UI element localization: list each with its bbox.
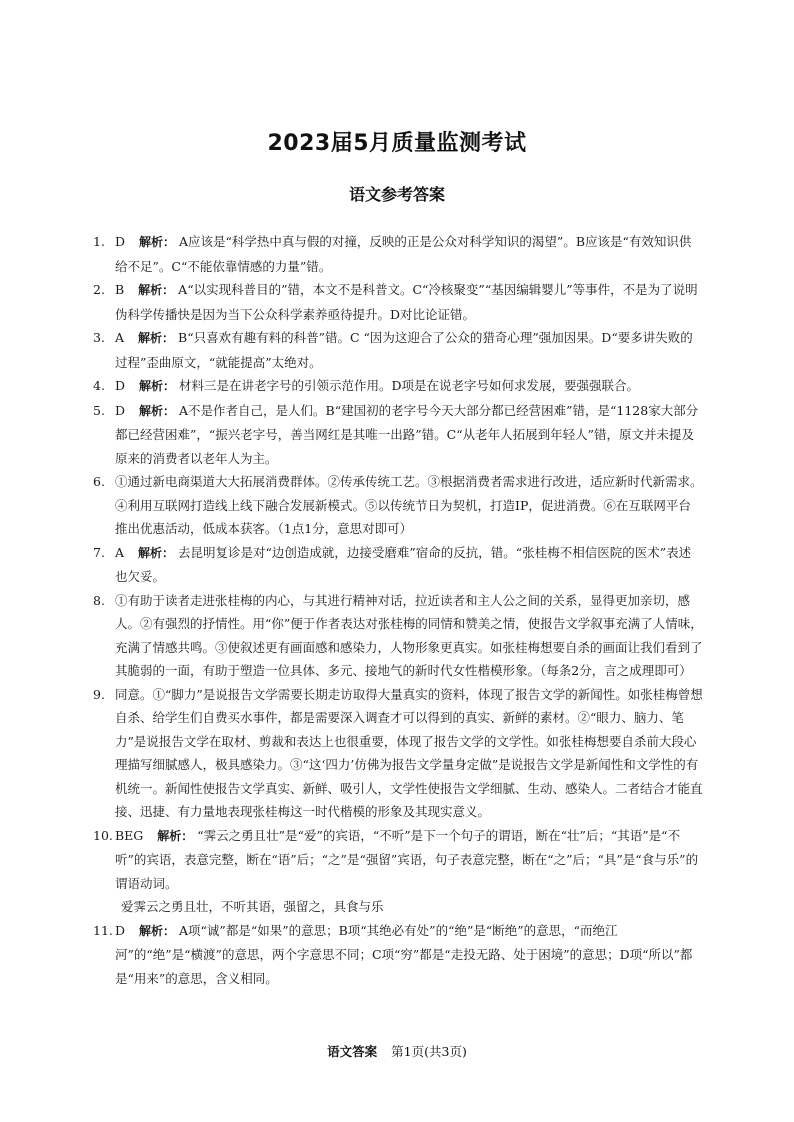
footer-label: 语文答案 <box>327 1044 378 1059</box>
item-answer: D <box>115 922 126 938</box>
item-text: “霁云之勇且壮”是“爱”的宾语，“不听”是下一个句子的谓语，断在“壮”后；“其语”是“不听”的宾语，表意完整，断在“语”后；“之”是“强留”宾语，句子表意完整，断在“之”后；“具”是“食与乐”的谓语动词。 <box>115 827 699 891</box>
item-number: 9. <box>93 686 105 702</box>
item-label: 解析： <box>139 379 176 393</box>
item-label: 解析： <box>138 545 175 560</box>
item-label: 解析： <box>139 235 176 249</box>
item-number: 6. <box>93 474 105 489</box>
answer-item-4 <box>93 374 703 399</box>
answer-item-7 <box>93 541 703 589</box>
item-text: A应该是“科学热中真与假的对撞，反映的正是公众对科学知识的渴望”。B应该是“有效知识供给不足”。C“不能依靠情感的力量”错。 <box>115 234 692 274</box>
page-footer <box>0 1042 794 1060</box>
item-number: 5. <box>93 402 105 418</box>
item-label: 解析： <box>138 283 175 297</box>
item-label: 解析： <box>138 331 175 345</box>
item-text: A“以实现科普目的”错，本文不是科普文。C“冷核聚变”“基因编辑婴儿”等事件，不是为了说明伪科学传播快是因为当下公众科学素养亟待提升。D对比论证错。 <box>115 282 698 322</box>
answer-item-9 <box>93 683 703 824</box>
answer-item-5 <box>93 399 703 471</box>
answer-item-10 <box>93 824 703 919</box>
item-label: 解析： <box>139 923 176 938</box>
item-text: 去昆明复诊是对“边创造成就，边接受磨难”宿命的反抗，错。“张桂梅不相信医院的医术”表述也欠妥。 <box>115 544 692 584</box>
item-text: 材料三是在讲老字号的引领示范作用。D项是在说老字号如何求发展，要强强联合。 <box>179 378 640 393</box>
answer-item-2 <box>93 278 703 326</box>
footer-page-number: 第1页(共3页) <box>391 1044 467 1059</box>
item-number: 7. <box>93 544 105 560</box>
item-number: 8. <box>93 592 105 608</box>
item-label: 解析： <box>139 403 176 418</box>
item-number: 10. <box>93 827 113 843</box>
answer-item-8 <box>93 589 703 683</box>
item-text: ①有助于读者走进张桂梅的内心，与其进行精神对话，拉近读者和主人公之间的关系，显得更加亲切，感人。②有强烈的抒情性。用“你”便于作者表达对张桂梅的同情和赞美之情，使报告文学叙事充满了人情味，充满了情感共鸣。③使叙述更有画面感和感染力，人物形象更真实。如张桂梅想要自杀的画面让我们看到了其脆弱的一面，有助于塑造一位具体、多元、接地气的新时代女性楷模形象。（每条2分，言之成理即可） <box>115 592 703 678</box>
page-title: 2023届5月质量监测考试 <box>267 131 527 156</box>
answer-item-6 <box>93 470 703 541</box>
item-number: 2. <box>93 282 105 297</box>
item-label: 解析： <box>157 828 194 843</box>
item-punctuated-sentence: 爱霁云之勇且壮，不听其语，强留之，具食与乐 <box>121 899 384 914</box>
item-text: A项“诚”都是“如果”的意思；B项“其绝必有处”的“绝”是“断绝”的意思，“而绝江河”的“绝”是“横渡”的意思，两个字意思不同；C项“穷”都是“走投无路、处于困境”的意思；D项“所以”都是“用来”的意思，含义相同。 <box>115 922 693 986</box>
item-answer: B <box>115 282 125 297</box>
item-number: 4. <box>93 378 105 393</box>
page-subtitle: 语文参考答案 <box>348 185 445 204</box>
item-text: B“只喜欢有趣有料的科普”错。C “因为这迎合了公众的猎奇心理”强加因果。D“要多讲失败的过程”歪曲原文，“就能提高”太绝对。 <box>115 330 693 370</box>
item-answer: D <box>115 402 126 418</box>
item-answer: A <box>115 330 125 345</box>
item-answer: D <box>115 234 126 249</box>
answer-list <box>93 230 703 990</box>
answer-item-1 <box>93 230 703 278</box>
item-answer: D <box>115 378 126 393</box>
item-answer: BEG <box>115 827 144 843</box>
answer-item-11 <box>93 919 703 991</box>
item-number: 11. <box>93 922 113 938</box>
item-answer: A <box>115 544 125 560</box>
answer-item-3 <box>93 326 703 374</box>
item-text: A不是作者自己，是人们。B“建国初的老字号今天大部分都已经营困难”错，是“1128家大部分都已经营困难”，“振兴老字号，善当网红是其唯一出路”错。C“从老年人拓展到年轻人”错，原文并未提及原来的消费者以老年人为主。 <box>115 402 699 466</box>
item-text: 同意。①“脚力”是说报告文学需要长期走访取得大量真实的资料，体现了报告文学的新闻性。如张桂梅曾想自杀、给学生们自费买水事件，都是需要深入调查才可以得到的真实、新鲜的素材。②“眼力、脑力、笔力”是说报告文学在取材、剪裁和表达上也很重要，体现了报告文学的文学性。如张桂梅想要自杀前大段心理描写细腻感人，极具感染力。③“这‘四力’仿佛为报告文学量身定做”是说报告文学是新闻性和文学性的有机统一。新闻性使报告文学真实、新鲜、吸引人，文学性使报告文学细腻、生动、感染人。二者结合才能直接、迅捷、有力量地表现张桂梅这一时代楷模的形象及其现实意义。 <box>115 686 703 819</box>
item-number: 1. <box>93 234 105 249</box>
item-text: ①通过新电商渠道大大拓展消费群体。②传承传统工艺。③根据消费者需求进行改进，适应新时代新需求。④利用互联网打造线上线下融合发展新模式。⑤以传统节日为契机，打造IP，促进消费。⑥在互联网平台推出优惠活动，低成本获客。（1点1分，意思对即可） <box>115 474 703 536</box>
item-number: 3. <box>93 330 105 345</box>
